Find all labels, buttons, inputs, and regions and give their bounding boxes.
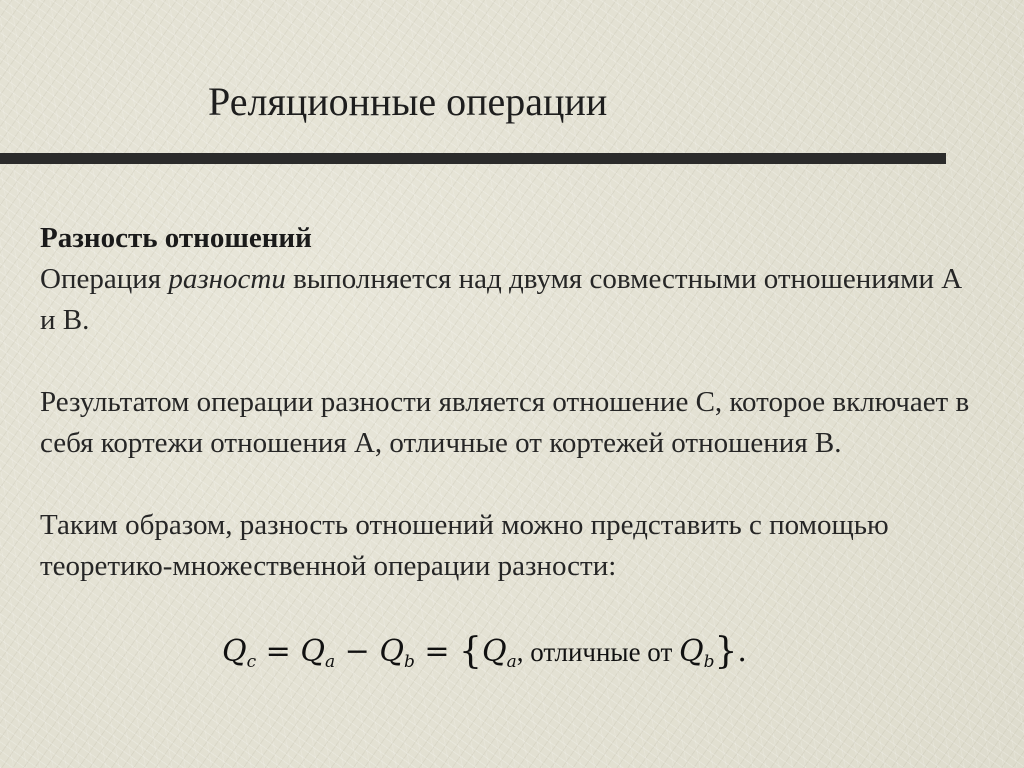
title-divider (0, 153, 946, 164)
paragraph-definition-start: Операция (40, 263, 169, 295)
paragraph-gap (40, 464, 980, 505)
paragraph-conclusion: Таким образом, разность отношений можно представить с помощью теоретико-множественной операции разности: (40, 509, 889, 582)
paragraph-definition (40, 259, 980, 341)
paragraph-definition-end: выполняется над двумя совместными отношениями A и B. (40, 263, 961, 336)
formula-minus: − (335, 634, 380, 669)
formula-equals-1: = (256, 634, 301, 669)
formula-open-brace: { (459, 631, 482, 672)
formula-q-a: $Q_a$ (300, 634, 336, 672)
formula-equals-2: = (414, 634, 460, 669)
paragraph-gap (40, 341, 980, 382)
formula-set-q-b: $Q_b$ (679, 634, 715, 672)
formula-close-brace: } (714, 631, 738, 672)
paragraph-result: Результатом операции разности является отношение С, которое включает в себя кортежи отношения A, отличные от кортежей отношения B. (40, 386, 970, 459)
formula-q-c: $Q_c$ (222, 634, 257, 672)
paragraph-definition-emphasis: разности (168, 263, 286, 295)
section-heading: Разность отношений (40, 222, 312, 254)
formula-period: . (737, 634, 747, 669)
formula-set-text: , отличные от (516, 637, 679, 667)
formula-q-b: $Q_b$ (379, 634, 415, 672)
difference-formula (222, 632, 747, 682)
slide-title: Реляционные операции (208, 79, 608, 124)
slide-body (40, 218, 980, 587)
formula-set-q-a: $Q_a$ (481, 634, 517, 672)
